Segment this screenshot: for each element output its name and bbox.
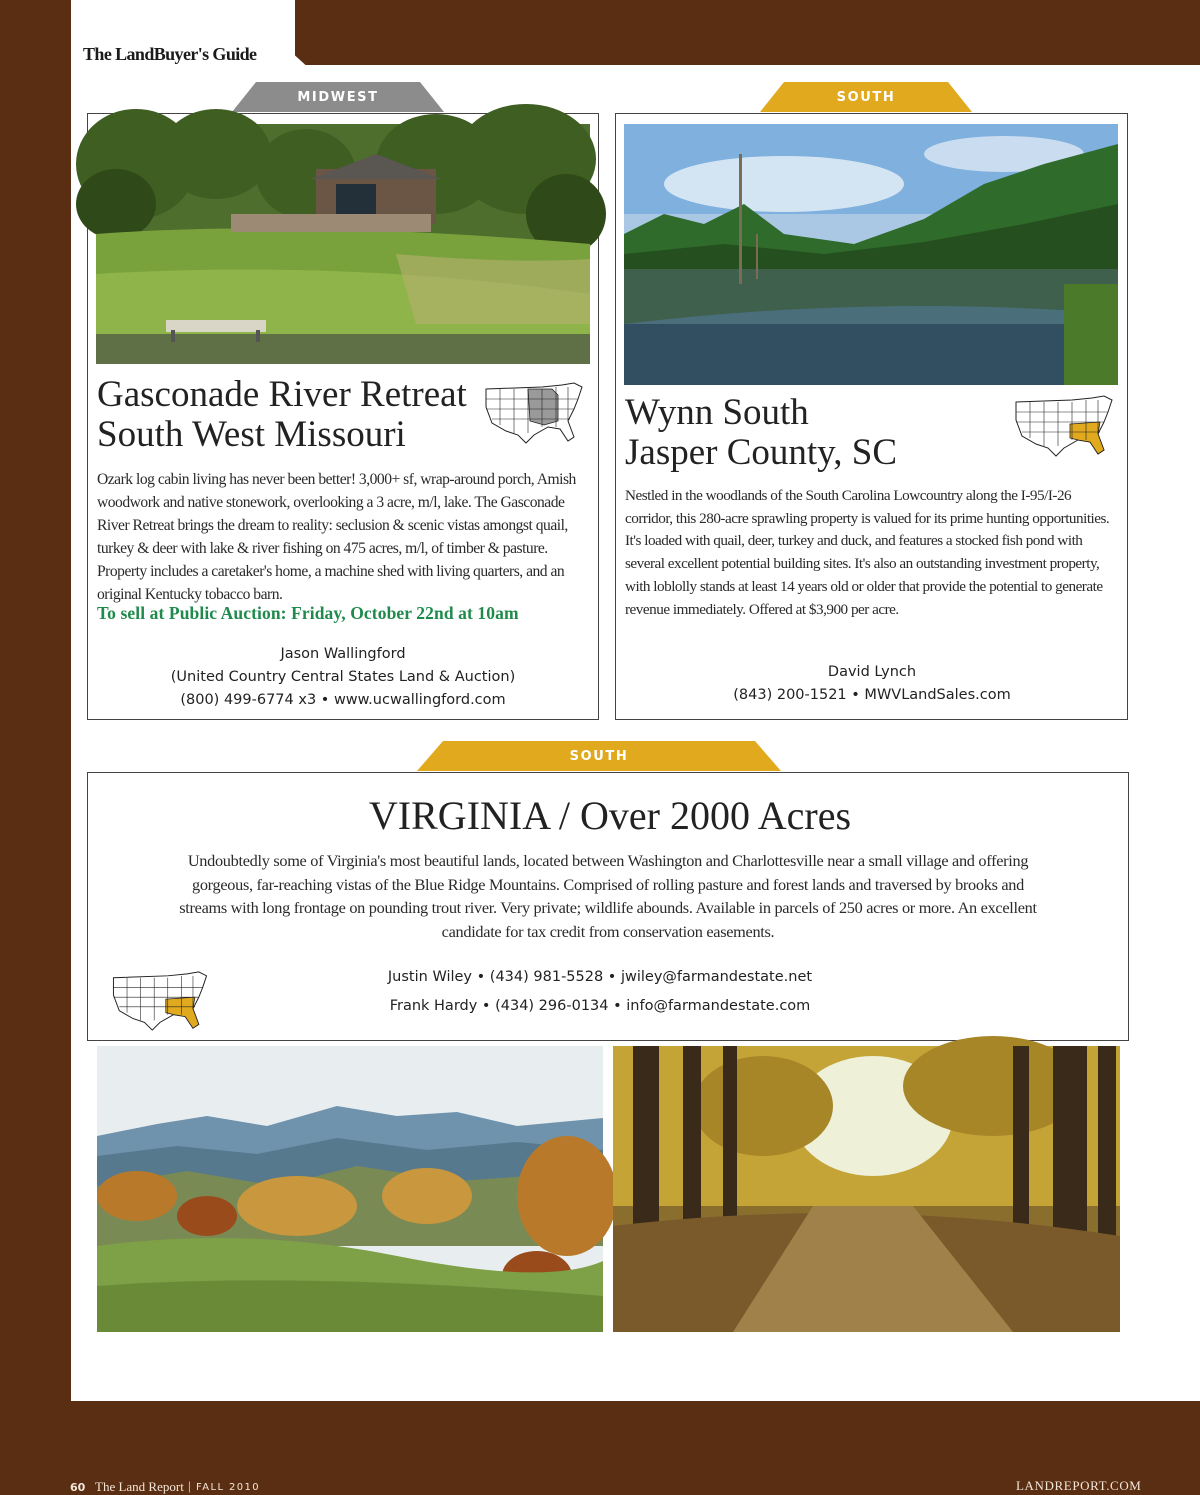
guide-title: The LandBuyer's Guide [83, 44, 257, 64]
listing-description: Ozark log cabin living has never been better! 3,000+ sf, wrap-around porch, Amish woodwork and native stonework, overlooking a 3 acre, m/l, lake. The Gasconade River Retreat brings the dream to reality: seclusion & scenic vistas amongst quail, turkey & deer with lake & river fishing on 475 acres, m/l, of timber & pasture. Property includes a caretaker's home, a machine shed with living quarters, and an original Kentucky tobacco barn. [97, 471, 576, 603]
title-line-2: South West Missouri [97, 414, 406, 455]
region-label: SOUTH [836, 90, 896, 105]
photo-blue-ridge-mountains [97, 1046, 603, 1332]
region-tab-midwest [232, 82, 444, 112]
page-number: 60 [70, 1481, 86, 1494]
photo-forest-trail [613, 1046, 1120, 1332]
listing-contact [618, 661, 1126, 707]
region-label: SOUTH [569, 749, 629, 764]
contact-company: (United Country Central States Land & Auction) [170, 669, 516, 685]
contact-frank-hardy: Frank Hardy • (434) 296-0134 • info@farmandestate.com [389, 998, 811, 1014]
footer-band [0, 1401, 1200, 1474]
listing-title: VIRGINIA / Over 2000 Acres [368, 793, 852, 838]
listing-description: Undoubtedly some of Virginia's most beautiful lands, located between Washington and Charlottesville near a small village and offering gorgeous, far-reaching vistas of the Blue Ridge Mountains. Comprised of rolling pasture and forest lands and traversed by brooks and streams with long frontage on pounding trout river. Very private; wildlife abounds. Available in parcels of 250 acres or more. An excellent candidate for tax credit from conservation easements. [179, 851, 1037, 941]
auction-notice: To sell at Public Auction: Friday, October 22nd at 10am [97, 603, 519, 623]
header-band [295, 0, 1200, 65]
photo-log-cabin [96, 124, 590, 364]
photo-lake [624, 124, 1118, 385]
website-link[interactable]: LANDREPORT.COM [1016, 1478, 1142, 1493]
region-tab-south-virginia [417, 741, 781, 771]
region-label: MIDWEST [297, 90, 379, 105]
listing-description: Nestled in the woodlands of the South Carolina Lowcountry along the I-95/I-26 corridor, this 280-acre sprawling property is valued for its prime hunting opportunities. It's loaded with quail, deer, turkey and duck, and features a stocked fish pond with several excellent potential building sites. It's also an outstanding investment property, with loblolly stands at least 14 years old or older that provide the potential to generate revenue immediately. Offered at $3,900 per acre. [625, 487, 1110, 618]
contact-phone-web: (843) 200-1521 • MWVLandSales.com [733, 687, 1011, 703]
us-map-south-icon [106, 970, 214, 1039]
footer-divider: | [188, 1478, 191, 1493]
magazine-name: The Land Report [95, 1479, 184, 1494]
us-map-south-icon [1012, 394, 1116, 465]
title-line-2: Jasper County, SC [625, 432, 898, 473]
listing-contact [90, 643, 596, 712]
contact-name: David Lynch [827, 664, 917, 680]
title-line-1: Wynn South [625, 392, 809, 433]
contact-justin-wiley: Justin Wiley • (434) 981-5528 • jwiley@farmandestate.net [387, 969, 813, 985]
listing-title [625, 393, 1015, 473]
listing-title [97, 375, 487, 455]
contact-name: Jason Wallingford [280, 646, 406, 662]
contact-phone-web: (800) 499-6774 x3 • www.ucwallingford.com [180, 692, 506, 708]
region-tab-south [760, 82, 972, 112]
listing-contact [250, 963, 950, 1021]
us-map-midwest-icon [482, 381, 586, 452]
title-line-1: Gasconade River Retreat [97, 374, 467, 415]
issue-date: FALL 2010 [196, 1482, 261, 1493]
